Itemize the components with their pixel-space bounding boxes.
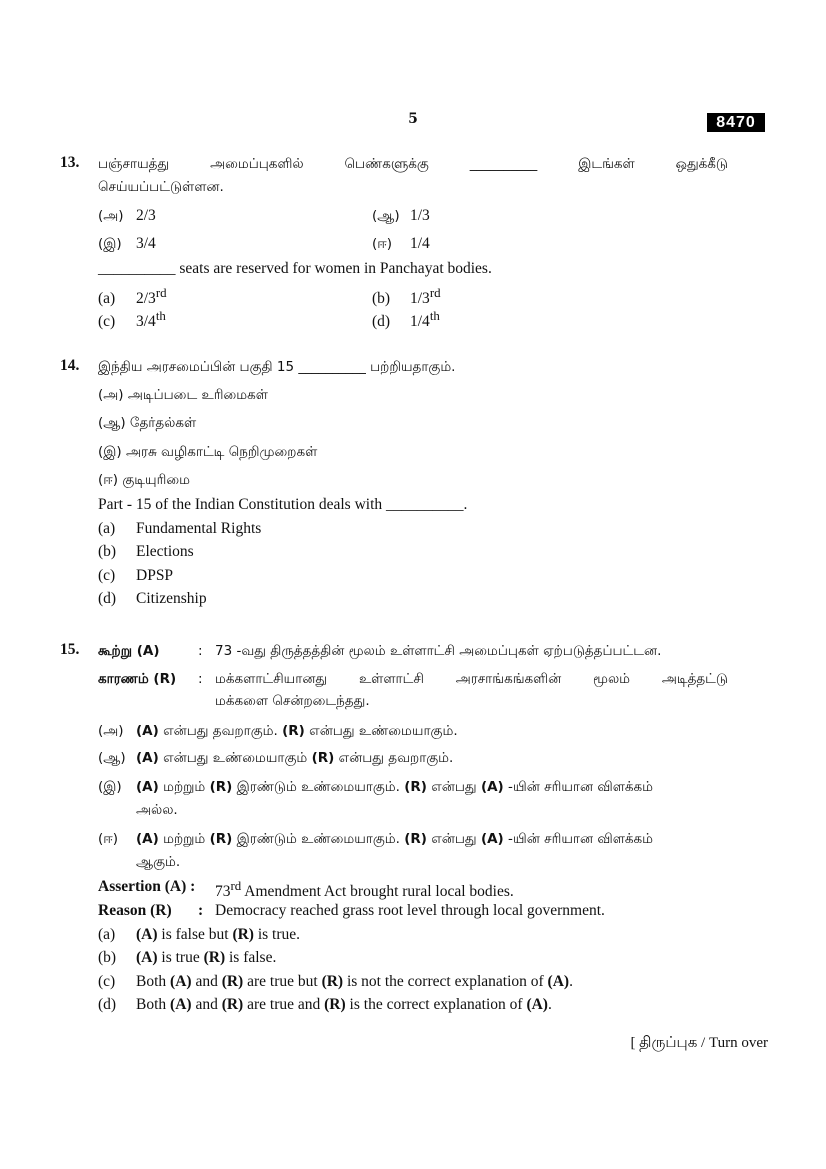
option-tag: (d): [98, 996, 117, 1013]
question-number: 14.: [60, 357, 80, 374]
superscript: th: [155, 308, 166, 323]
en-reason: [98, 902, 172, 920]
ta-option-c: [98, 444, 317, 462]
word: __________: [469, 156, 538, 172]
en-option-a: (a) (A) is false but (R) is true.: [98, 926, 301, 943]
option-tag: (b): [98, 543, 117, 560]
ta-reason-line2: மக்களை சென்றடைந்தது.: [215, 693, 370, 709]
en-option-a: [98, 520, 261, 538]
en-option-b: [372, 285, 441, 308]
ta-assertion: [98, 643, 160, 661]
option-text: Fundamental Rights: [136, 520, 262, 537]
reason-label: Reason (R): [98, 902, 172, 919]
option-text: 3/4: [136, 235, 156, 252]
word: உள்ளாட்சி: [358, 671, 424, 687]
option-text: DPSP: [136, 567, 174, 584]
option-tag: (அ): [98, 723, 124, 739]
en-option-c: (c) Both (A) and (R) are true but (R) is not the correct explanation of (A).: [98, 973, 573, 990]
en-option-a: [98, 285, 167, 308]
ta-option-a: (அ) (A) என்பது தவறாகும். (R) என்பது உண்மையாகும்.: [98, 723, 458, 739]
word: பஞ்சாயத்து: [98, 156, 170, 172]
option-text: 1/3: [410, 207, 430, 224]
option-text: 1/3: [410, 290, 430, 308]
option-tag: (c): [98, 313, 116, 331]
superscript: rd: [155, 285, 167, 300]
en-reason-text: Democracy reached grass root level through local government.: [215, 902, 605, 919]
en-option-d: [372, 308, 440, 331]
en-option-c: [98, 567, 173, 585]
word: அமைப்புகளில்: [210, 156, 304, 172]
ta-option-c: (இ) (A) மற்றும் (R) இரண்டும் உண்மையாகும். (R) என்பது (A) -யின் சரியான விளக்கம்: [98, 779, 654, 795]
assertion-label: Assertion (A) :: [98, 878, 196, 895]
superscript: th: [429, 308, 440, 323]
option-tag: (ஆ): [98, 415, 126, 431]
ta-option-b: [372, 207, 430, 226]
ta-option-b: (ஆ) (A) என்பது உண்மையாகும் (R) என்பது தவறாகும்.: [98, 750, 454, 766]
ta-option-d: [372, 235, 430, 254]
option-text: அரசு வழிகாட்டி நெறிமுறைகள்: [125, 444, 318, 460]
option-tag: (d): [98, 590, 117, 607]
en-reason-colon: :: [198, 902, 204, 919]
ta-option-a: [98, 207, 156, 226]
option-tag: (a): [98, 290, 116, 308]
word: மூலம்: [593, 671, 631, 687]
en-assertion: [98, 878, 195, 896]
option-tag: (b): [372, 290, 391, 308]
option-tag: (இ): [98, 779, 122, 795]
ta-reason: [98, 671, 176, 689]
option-tag: (c): [98, 973, 116, 990]
option-tag: (இ): [98, 444, 122, 460]
option-tag: (ஆ): [98, 750, 126, 766]
option-text: தேர்தல்கள்: [129, 415, 197, 431]
en-assertion-text: 73rd Amendment Act brought rural local bodies.: [215, 878, 514, 901]
en-option-b: [98, 543, 194, 561]
word: பெண்களுக்கு: [344, 156, 429, 172]
word: இடங்கள்: [578, 156, 635, 172]
en-option-c: [98, 308, 166, 331]
ta-option-a: [98, 387, 268, 405]
reason-label: காரணம் (R): [98, 671, 177, 687]
option-tag: (c): [98, 567, 116, 584]
en-question: __________ seats are reserved for women in Panchayat bodies.: [98, 260, 492, 277]
en-option-b: (b) (A) is true (R) is false.: [98, 949, 277, 966]
turn-over-footer: [ திருப்புக / Turn over: [630, 1035, 768, 1051]
word: அடித்தட்டு: [661, 671, 728, 687]
ta-option-c-line2: அல்ல.: [136, 802, 178, 818]
ta-option-d: (ஈ) (A) மற்றும் (R) இரண்டும் உண்மையாகும். (R) என்பது (A) -யின் சரியான விளக்கம்: [98, 831, 654, 847]
option-text: Citizenship: [136, 590, 207, 607]
option-text: அடிப்படை உரிமைகள்: [127, 387, 268, 403]
ta-option-d: [98, 472, 190, 490]
option-text: 1/4: [410, 313, 430, 331]
en-option-d: (d) Both (A) and (R) are true and (R) is the correct explanation of (A).: [98, 996, 552, 1013]
option-tag: (a): [98, 926, 116, 943]
page-number: 5: [408, 111, 418, 127]
option-text: 2/3: [136, 207, 156, 224]
superscript: rd: [429, 285, 441, 300]
option-tag: (ஈ): [98, 831, 119, 847]
word: மக்களாட்சியானது: [215, 671, 328, 687]
option-tag: (ஈ): [98, 472, 119, 488]
ta-reason-text: [215, 671, 728, 689]
ta-question: [98, 156, 728, 174]
option-tag: (அ): [98, 208, 124, 224]
option-text: 3/4: [136, 313, 156, 331]
assertion-label: கூற்று (A): [98, 643, 160, 659]
option-tag: (இ): [98, 236, 122, 252]
ta-reason-colon: :: [198, 671, 203, 687]
option-tag: (ஈ): [372, 236, 393, 252]
paper-code: 8470: [707, 113, 765, 132]
en-question: Part - 15 of the Indian Constitution deals with __________.: [98, 496, 468, 513]
en-option-d: [98, 590, 207, 608]
option-text: 2/3: [136, 290, 156, 308]
word: ஒதுக்கீடு: [675, 156, 728, 172]
question-number: 13.: [60, 154, 80, 171]
question-number: 15.: [60, 641, 80, 658]
option-tag: (d): [372, 313, 391, 331]
option-text: குடியுரிமை: [122, 472, 190, 488]
option-tag: (a): [98, 520, 116, 537]
option-tag: (அ): [98, 387, 124, 403]
word: அரசாங்கங்களின்: [455, 671, 562, 687]
ta-option-b: [98, 415, 196, 433]
option-text: Elections: [136, 543, 194, 560]
ta-question: இந்திய அரசமைப்பின் பகுதி 15 __________ பற்றியதாகும்.: [98, 359, 456, 375]
ta-assertion-colon: :: [198, 643, 203, 659]
option-text: 1/4: [410, 235, 430, 252]
ta-option-d-line2: ஆகும்.: [136, 854, 181, 870]
ta-option-c: [98, 235, 156, 254]
ta-question-line2: செய்யப்பட்டுள்ளன.: [98, 179, 224, 195]
option-tag: (b): [98, 949, 117, 966]
ta-assertion-text: 73 -வது திருத்தத்தின் மூலம் உள்ளாட்சி அமைப்புகள் ஏற்படுத்தப்பட்டன.: [215, 643, 662, 659]
option-tag: (ஆ): [372, 208, 400, 224]
